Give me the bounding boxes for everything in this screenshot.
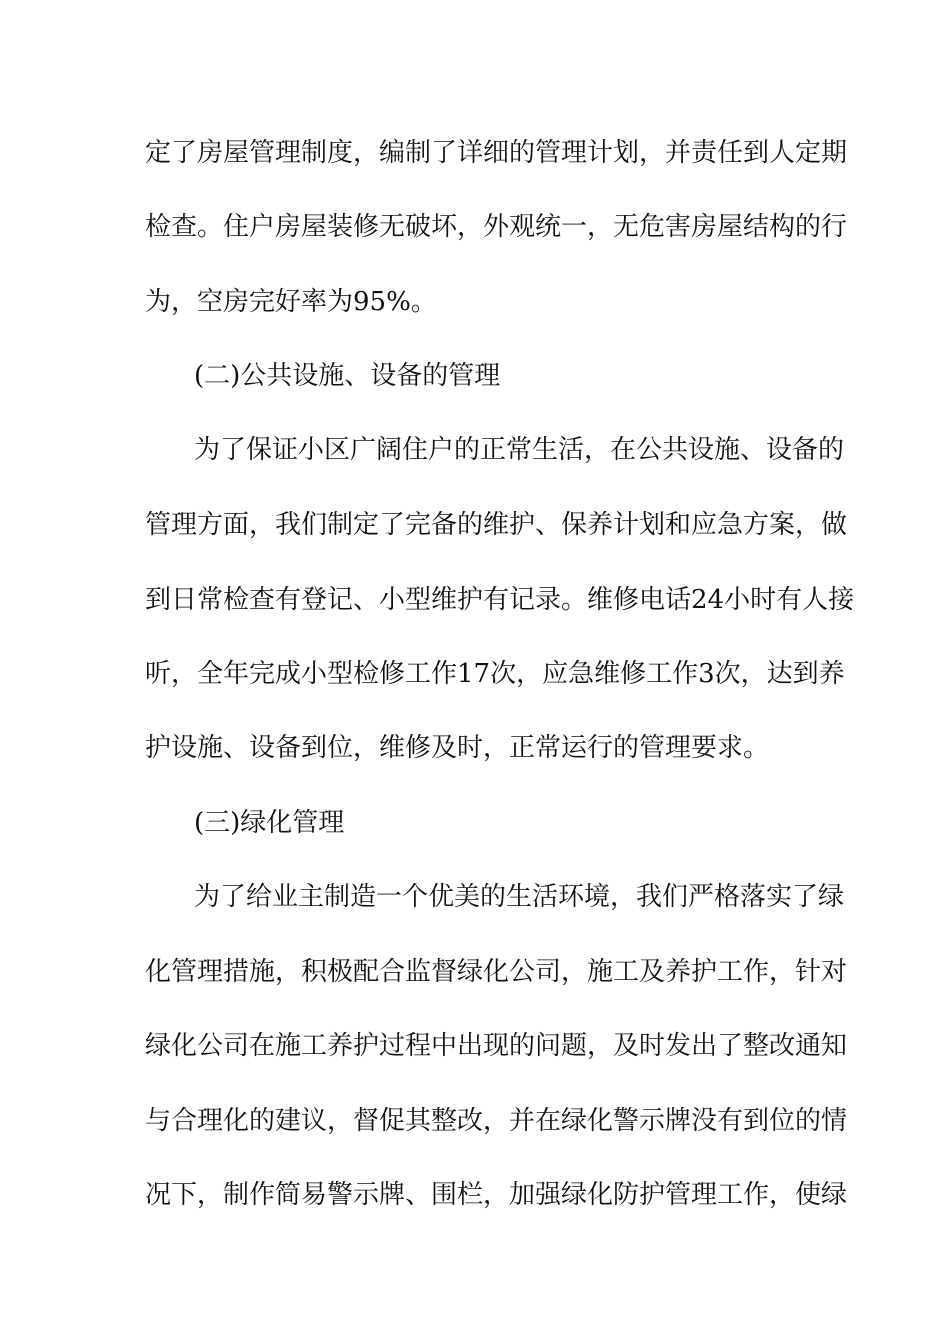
paragraph-line: 管理方面，我们制定了完备的维护、保养计划和应急方案，做 — [145, 510, 848, 540]
paragraph-line: 到日常检查有登记、小型维护有记录。维修电话24小时有人接 — [145, 585, 855, 615]
section-heading-greening: (三)绿化管理 — [194, 808, 345, 838]
paragraph-line: 化管理措施，积极配合监督绿化公司，施工及养护工作，针对 — [145, 957, 848, 987]
paragraph-line: 定了房屋管理制度，编制了详细的管理计划，并责任到人定期 — [145, 138, 848, 168]
paragraph-line: 为了给业主制造一个优美的生活环境，我们严格落实了绿 — [194, 882, 845, 912]
paragraph-line: 为了保证小区广阔住户的正常生活，在公共设施、设备的 — [194, 435, 845, 465]
paragraph-line: 与合理化的建议，督促其整改，并在绿化警示牌没有到位的情 — [145, 1106, 848, 1136]
paragraph-line: 绿化公司在施工养护过程中出现的问题，及时发出了整改通知 — [145, 1031, 848, 1061]
paragraph-line: 听，全年完成小型检修工作17次，应急维修工作3次，达到养 — [145, 659, 845, 689]
paragraph-line: 为，空房完好率为95%。 — [145, 287, 437, 317]
paragraph-line: 况下，制作简易警示牌、围栏，加强绿化防护管理工作，使绿 — [145, 1180, 848, 1210]
paragraph-line: 检查。住户房屋装修无破坏，外观统一，无危害房屋结构的行 — [145, 212, 848, 242]
section-heading-public-facilities: (二)公共设施、设备的管理 — [194, 361, 501, 391]
paragraph-line: 护设施、设备到位，维修及时，正常运行的管理要求。 — [145, 733, 770, 763]
